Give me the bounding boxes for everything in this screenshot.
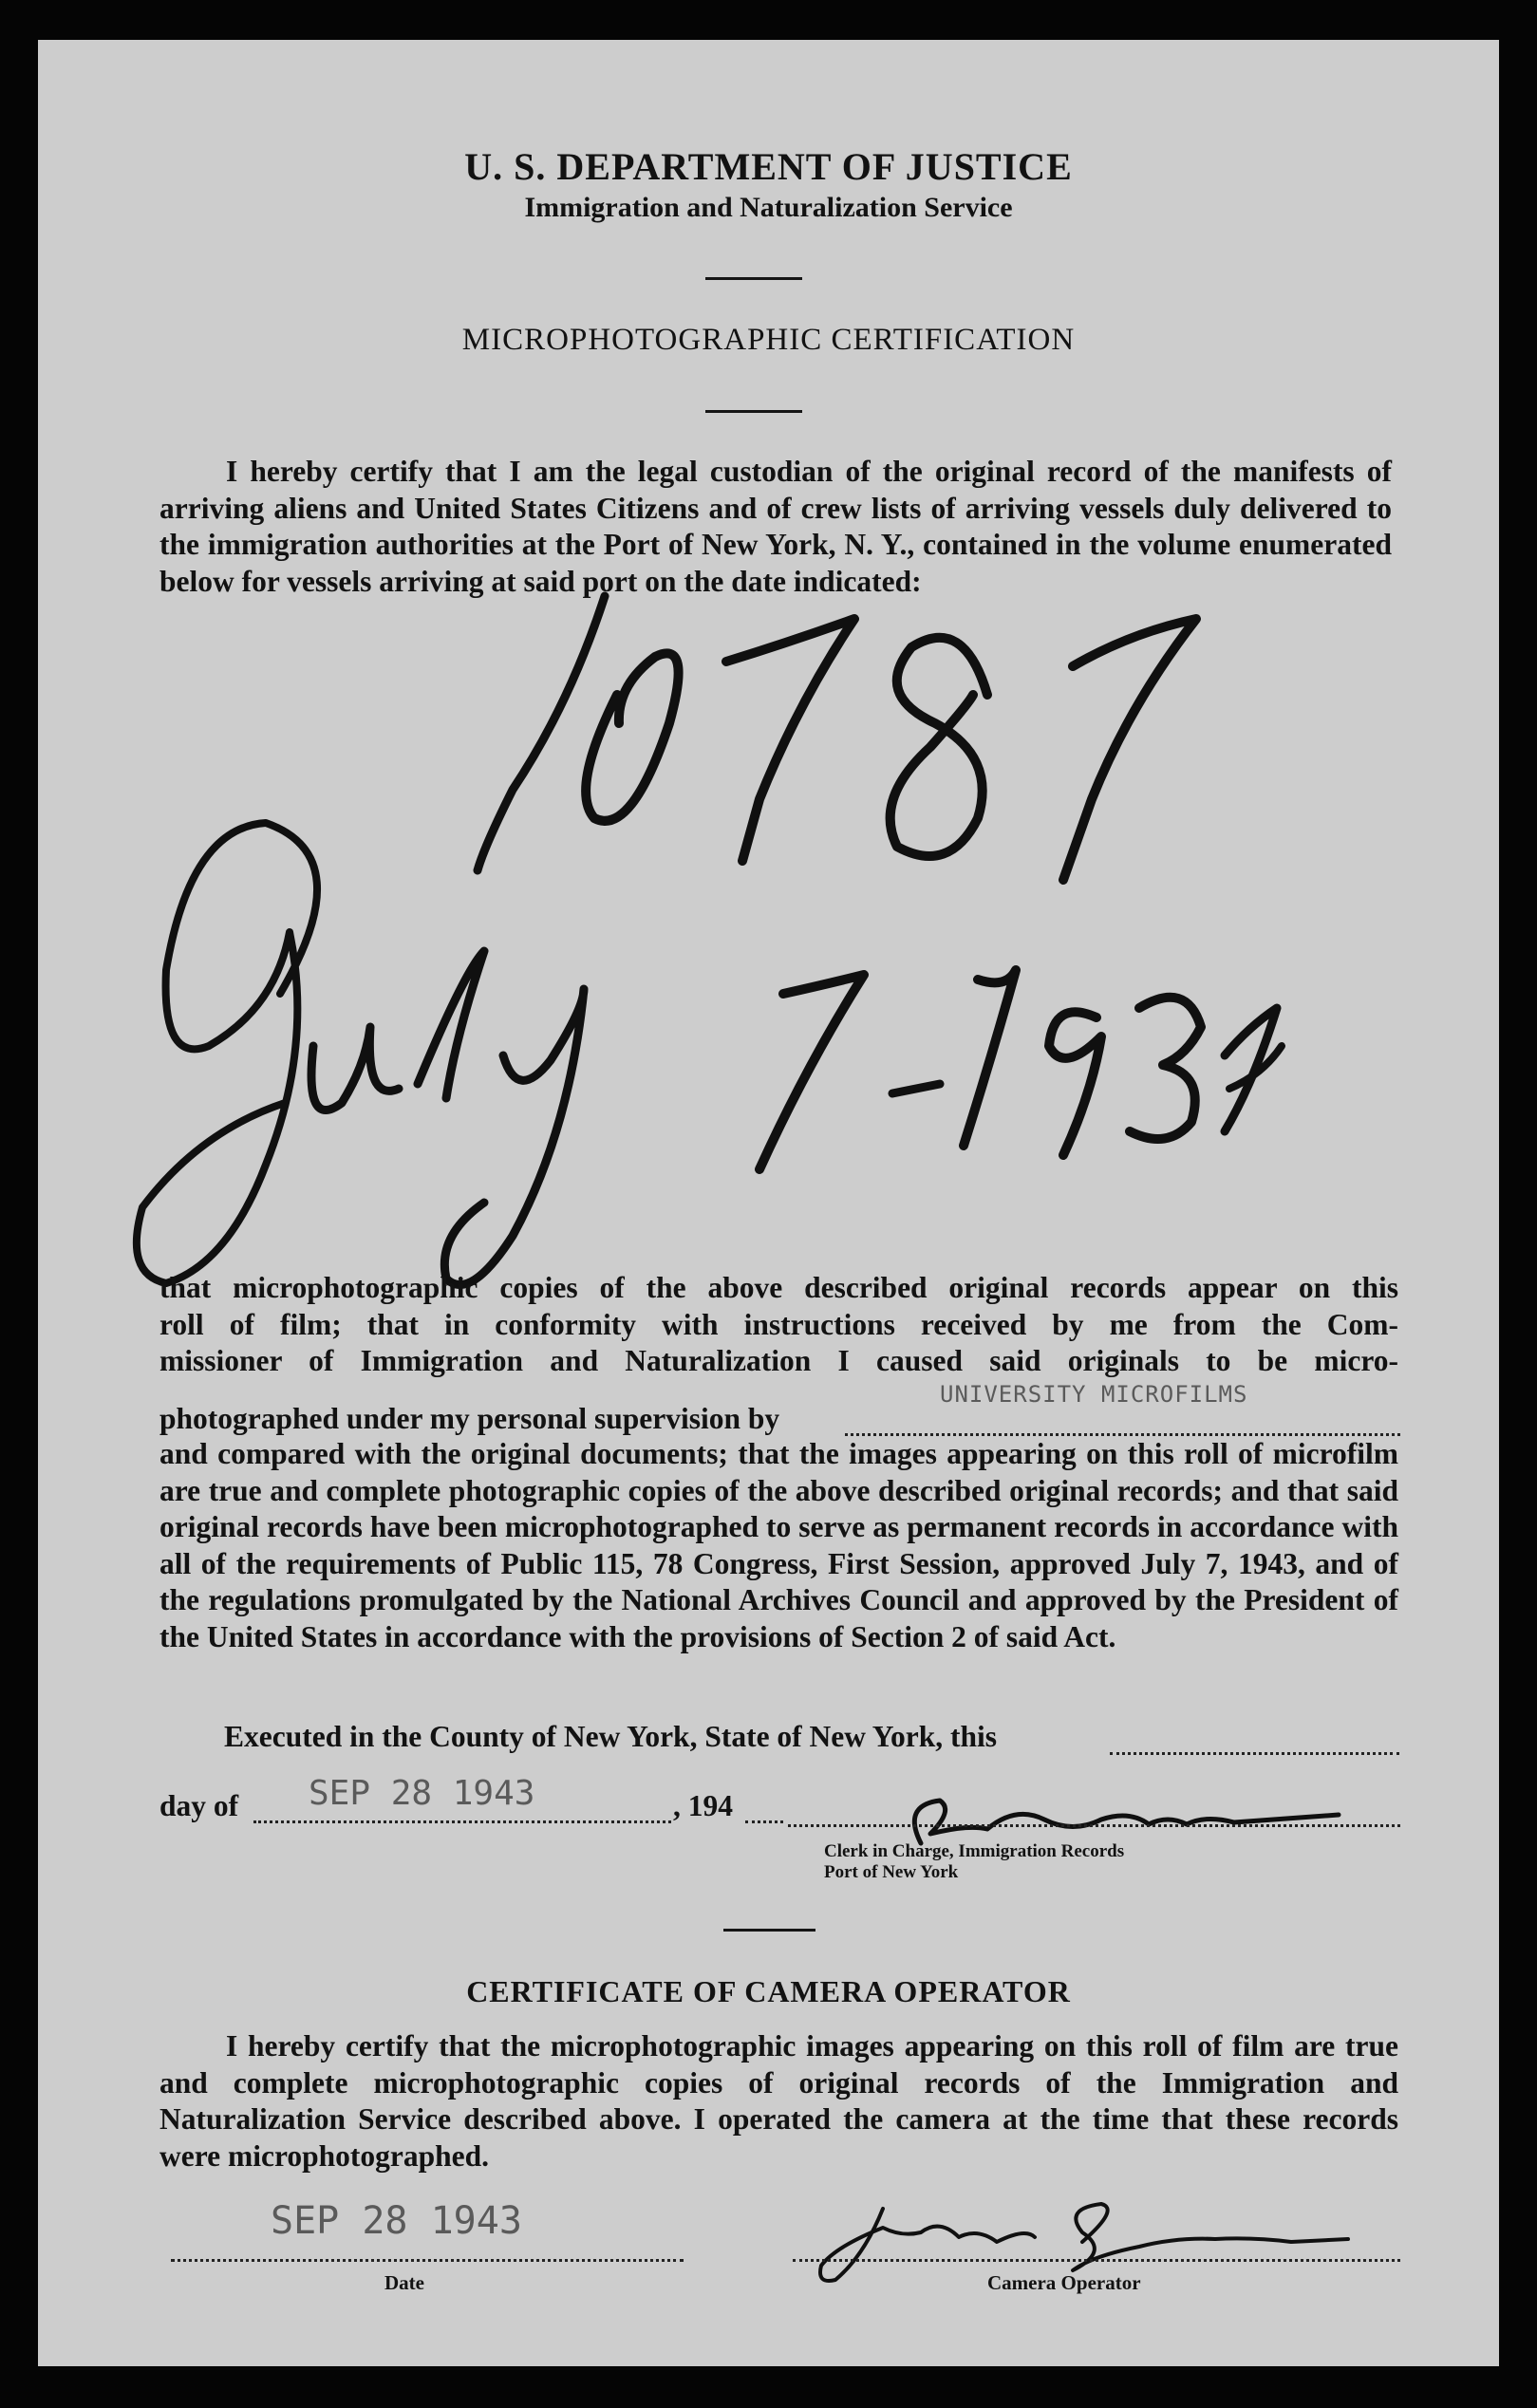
- operator-dotted-line: [793, 2259, 1400, 2262]
- camera-operator-heading: CERTIFICATE OF CAMERA OPERATOR: [466, 1974, 1071, 2008]
- header-divider: [705, 277, 802, 280]
- clerk-title-line: Port of New York: [824, 1862, 959, 1882]
- department-title: U. S. DEPARTMENT OF JUSTICE: [464, 145, 1073, 188]
- clerk-title: [824, 1841, 1124, 1883]
- date-dotted-line: [171, 2259, 684, 2262]
- camera-divider: [723, 1929, 815, 1932]
- year-label: , 194: [673, 1789, 733, 1822]
- certification-paragraph: and compared with the original documents; that the images appearing on this roll of microfilm are true and complete photographic copies of the above described original records; and that said original records have been microphotographed to serve as permanent records in accordance with all of the requirements of Public 115, 78 Congress, First Session, approved July 7, 1943, and of the regulations promulgated by the National Archives Council and approved by the President of the United States in accordance with the provisions of Section 2 of said Act.: [159, 1437, 1398, 1653]
- clerk-title-line: Clerk in Charge, Immigration Records: [824, 1841, 1125, 1861]
- volume-date-handwriting: [137, 823, 1282, 1285]
- custodian-paragraph: I hereby certify that I am the legal custodian of the original record of the manifests of arriving aliens and United States Citizens and of crew lists of arriving vessels duly delivered to the immigration authorities at the Port of New York, N. Y., contained in the volume enumerated below for vessels arriving at said port on the date indicated:: [159, 455, 1392, 598]
- execution-date-stamp: SEP 28 1943: [309, 1774, 535, 1813]
- certification-lines: [159, 1270, 1398, 1380]
- supervisor-stamp: UNIVERSITY MICROFILMS: [940, 1381, 1248, 1408]
- camera-date-stamp: SEP 28 1943: [271, 2199, 522, 2243]
- day-of-label: day of: [159, 1789, 239, 1822]
- supervision-label: photographed under my personal supervision by: [159, 1402, 780, 1435]
- certificate-sheet: [38, 40, 1499, 2366]
- clerk-signature-line: [788, 1824, 1400, 1827]
- executed-label: Executed in the County of New York, State of New York, this: [224, 1720, 998, 1753]
- camera-operator-label: Camera Operator: [987, 2271, 1141, 2294]
- date-label: Date: [384, 2271, 424, 2294]
- certification-line: missioner of Immigration and Naturalization I caused said originals to be micro-: [159, 1344, 1398, 1377]
- certification-title: MICROPHOTOGRAPHIC CERTIFICATION: [461, 323, 1076, 357]
- service-subtitle: Immigration and Naturalization Service: [524, 192, 1013, 223]
- certification-line: roll of film; that in conformity with instructions received by me from the Com-: [159, 1307, 1398, 1341]
- handwriting-layer: [38, 40, 1499, 2366]
- certification-line: that microphotographic copies of the above described original records appear on this: [159, 1271, 1398, 1304]
- day-dotted-line: [253, 1820, 671, 1823]
- title-divider: [705, 410, 802, 413]
- year-dotted-line: [745, 1820, 783, 1823]
- volume-number-handwriting: [478, 596, 1196, 880]
- camera-operator-paragraph: I hereby certify that the microphotographic images appearing on this roll of film are true and complete microphotographic copies of original records of the Immigration and Naturalization Service described above. I operated the camera at the time that these records were microphotographed.: [159, 2029, 1398, 2173]
- executed-dotted-line: [1110, 1752, 1399, 1755]
